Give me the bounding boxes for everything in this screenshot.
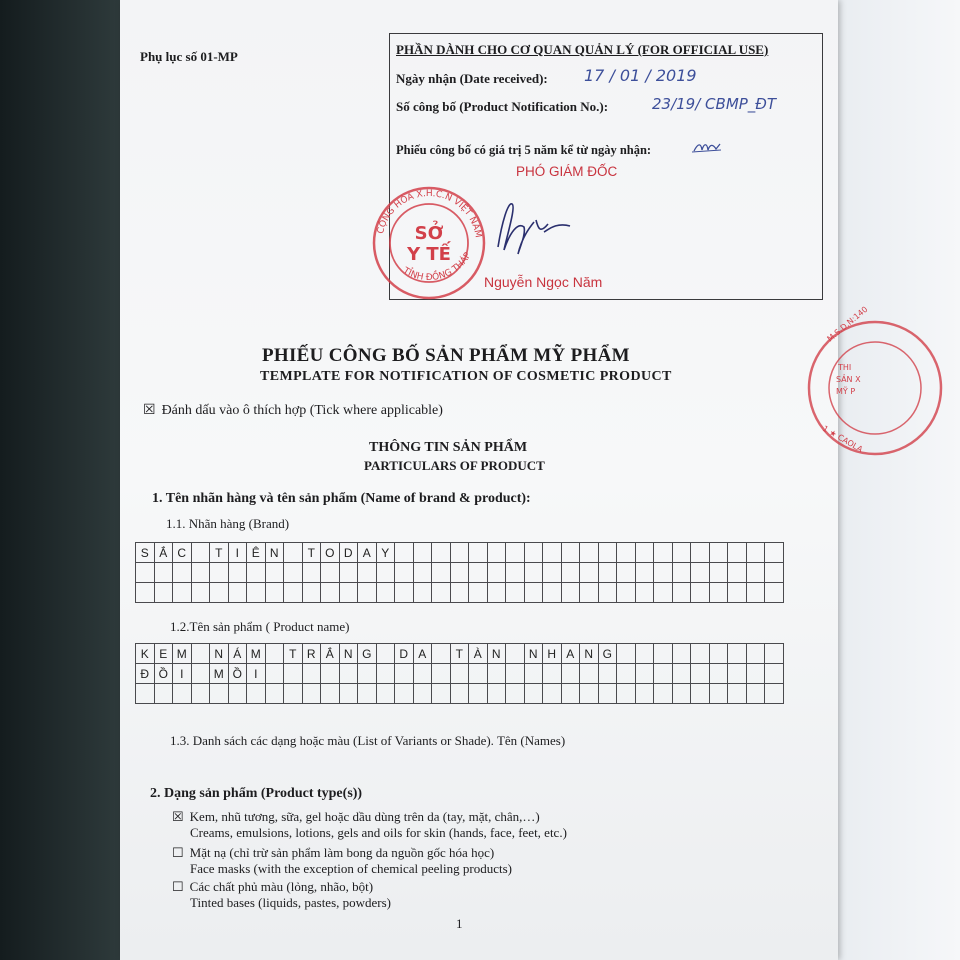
brand-grid-row-3	[136, 583, 784, 603]
grid-cell[interactable]	[709, 543, 728, 563]
grid-cell[interactable]: A	[561, 644, 580, 664]
grid-cell[interactable]	[654, 644, 673, 664]
deputy-director-title: PHÓ GIÁM ĐỐC	[516, 164, 618, 179]
product-type-1-checkbox[interactable]: ☒	[172, 809, 184, 824]
grid-cell[interactable]: N	[580, 644, 599, 664]
grid-cell[interactable]	[173, 684, 192, 704]
grid-cell[interactable]	[580, 543, 599, 563]
grid-cell[interactable]	[191, 684, 210, 704]
side-seal-line-3: SẢN X	[836, 375, 861, 384]
grid-cell[interactable]	[561, 583, 580, 603]
grid-cell[interactable]	[136, 583, 155, 603]
grid-cell[interactable]: K	[136, 644, 155, 664]
grid-cell[interactable]	[654, 543, 673, 563]
grid-cell[interactable]	[598, 543, 617, 563]
grid-cell[interactable]	[228, 583, 247, 603]
grid-cell[interactable]	[339, 664, 358, 684]
grid-cell[interactable]: Á	[228, 644, 247, 664]
grid-cell[interactable]: N	[487, 644, 506, 664]
grid-cell[interactable]	[691, 583, 710, 603]
grid-cell[interactable]	[746, 664, 765, 684]
grid-cell[interactable]: A	[358, 543, 377, 563]
grid-cell[interactable]: À	[469, 644, 488, 664]
grid-cell[interactable]	[709, 644, 728, 664]
grid-cell[interactable]	[709, 563, 728, 583]
grid-cell[interactable]	[450, 664, 469, 684]
grid-cell[interactable]	[617, 684, 636, 704]
grid-cell[interactable]	[654, 583, 673, 603]
grid-cell[interactable]	[321, 684, 340, 704]
grid-cell[interactable]	[654, 664, 673, 684]
grid-cell[interactable]	[413, 664, 432, 684]
grid-cell[interactable]	[395, 563, 414, 583]
grid-cell[interactable]	[136, 563, 155, 583]
grid-cell[interactable]: T	[450, 644, 469, 664]
grid-cell[interactable]: Ắ	[321, 644, 340, 664]
grid-cell[interactable]	[543, 664, 562, 684]
section-title-vn: THÔNG TIN SẢN PHẨM	[369, 440, 528, 455]
brand-grid	[135, 542, 784, 603]
annex-label: Phụ lục số 01-MP	[140, 49, 238, 64]
brand-grid-row-2	[136, 563, 784, 583]
product-type-option-2	[172, 845, 512, 877]
grid-cell[interactable]	[598, 664, 617, 684]
grid-cell[interactable]	[487, 543, 506, 563]
grid-cell[interactable]	[765, 664, 784, 684]
grid-cell[interactable]	[265, 684, 284, 704]
grid-cell[interactable]	[284, 684, 303, 704]
grid-cell[interactable]	[191, 543, 210, 563]
grid-cell[interactable]	[469, 583, 488, 603]
grid-cell[interactable]	[469, 684, 488, 704]
validity-initial-mark	[692, 140, 722, 150]
grid-cell[interactable]	[358, 684, 377, 704]
grid-cell[interactable]	[469, 543, 488, 563]
grid-cell[interactable]	[580, 583, 599, 603]
question-1-2: 1.2.Tên sản phẩm ( Product name)	[170, 619, 350, 634]
grid-cell[interactable]	[265, 563, 284, 583]
grid-cell[interactable]	[284, 563, 303, 583]
tick-instruction	[143, 402, 443, 419]
grid-cell[interactable]	[376, 644, 395, 664]
grid-cell[interactable]: Ê	[247, 543, 266, 563]
grid-cell[interactable]	[524, 664, 543, 684]
grid-cell[interactable]	[561, 664, 580, 684]
grid-cell[interactable]	[210, 563, 229, 583]
grid-cell[interactable]	[339, 684, 358, 704]
grid-cell[interactable]: N	[210, 644, 229, 664]
grid-cell[interactable]	[376, 664, 395, 684]
side-seal-line-1: M.S.D.N:140	[825, 304, 870, 344]
grid-cell[interactable]	[543, 684, 562, 704]
question-2: 2. Dạng sản phẩm (Product type(s))	[150, 786, 363, 801]
grid-cell[interactable]	[654, 563, 673, 583]
grid-cell[interactable]	[728, 563, 747, 583]
grid-cell[interactable]	[506, 684, 525, 704]
grid-cell[interactable]	[432, 644, 451, 664]
grid-cell[interactable]	[728, 644, 747, 664]
grid-cell[interactable]	[413, 583, 432, 603]
grid-cell[interactable]	[210, 583, 229, 603]
product-grid-row-1	[136, 644, 784, 664]
grid-cell[interactable]	[450, 543, 469, 563]
grid-cell[interactable]	[691, 664, 710, 684]
product-type-1-vn: Kem, nhũ tương, sữa, gel hoặc dầu dùng trên da (tay, mặt, chân,…)	[189, 809, 540, 824]
grid-cell[interactable]: M	[210, 664, 229, 684]
tick-instruction-checkbox: ☒	[143, 403, 156, 418]
grid-cell[interactable]: I	[247, 664, 266, 684]
product-type-2-vn: Mặt nạ (chỉ trừ sản phẩm làm bong da nguồn gốc hóa học)	[189, 845, 495, 860]
grid-cell[interactable]	[672, 583, 691, 603]
grid-cell[interactable]	[321, 563, 340, 583]
grid-cell[interactable]: S	[136, 543, 155, 563]
grid-cell[interactable]	[432, 563, 451, 583]
grid-cell[interactable]: R	[302, 644, 321, 664]
grid-cell[interactable]: T	[302, 543, 321, 563]
grid-cell[interactable]: D	[339, 543, 358, 563]
grid-cell[interactable]	[432, 543, 451, 563]
grid-cell[interactable]	[635, 583, 654, 603]
grid-cell[interactable]	[247, 583, 266, 603]
grid-cell[interactable]	[524, 543, 543, 563]
grid-cell[interactable]	[302, 684, 321, 704]
grid-cell[interactable]: G	[358, 644, 377, 664]
validity-label: Phiếu công bố có giá trị 5 năm kể từ ngày nhận:	[396, 143, 652, 157]
official-seal	[370, 184, 488, 302]
grid-cell[interactable]	[691, 644, 710, 664]
grid-cell[interactable]	[358, 583, 377, 603]
product-type-1-en: Creams, emulsions, lotions, gels and oils for skin (hands, face, feet, etc.)	[190, 825, 567, 840]
grid-cell[interactable]	[450, 583, 469, 603]
grid-cell[interactable]	[247, 684, 266, 704]
brand-grid-row-1	[136, 543, 784, 563]
grid-cell[interactable]	[321, 583, 340, 603]
question-1-3: 1.3. Danh sách các dạng hoặc màu (List of Variants or Shade). Tên (Names)	[170, 733, 566, 748]
grid-cell[interactable]	[580, 684, 599, 704]
grid-cell[interactable]	[265, 644, 284, 664]
grid-cell[interactable]	[746, 644, 765, 664]
signature	[478, 192, 578, 267]
grid-cell[interactable]	[487, 563, 506, 583]
grid-cell[interactable]	[746, 563, 765, 583]
grid-cell[interactable]	[635, 543, 654, 563]
grid-cell[interactable]: Ắ	[154, 543, 173, 563]
grid-cell[interactable]	[173, 563, 192, 583]
question-1: 1. Tên nhãn hàng và tên sản phẩm (Name of brand & product):	[152, 491, 531, 506]
grid-cell[interactable]	[339, 563, 358, 583]
page-number: 1	[456, 916, 463, 931]
grid-cell[interactable]	[395, 684, 414, 704]
grid-cell[interactable]	[691, 543, 710, 563]
grid-cell[interactable]: T	[210, 543, 229, 563]
grid-cell[interactable]	[580, 664, 599, 684]
grid-cell[interactable]	[598, 583, 617, 603]
grid-cell[interactable]	[524, 583, 543, 603]
grid-cell[interactable]	[672, 644, 691, 664]
grid-cell[interactable]: Đ	[136, 664, 155, 684]
grid-cell[interactable]	[617, 563, 636, 583]
signer-name: Nguyễn Ngọc Năm	[484, 274, 603, 290]
grid-cell[interactable]: O	[321, 543, 340, 563]
grid-cell[interactable]: A	[413, 644, 432, 664]
grid-cell[interactable]: Y	[376, 543, 395, 563]
grid-cell[interactable]	[709, 664, 728, 684]
grid-cell[interactable]	[413, 563, 432, 583]
grid-cell[interactable]	[728, 583, 747, 603]
side-seal-line-5: 1 ★ CAOLA	[821, 423, 865, 455]
grid-cell[interactable]	[432, 583, 451, 603]
grid-cell[interactable]	[173, 583, 192, 603]
grid-cell[interactable]	[210, 684, 229, 704]
grid-cell[interactable]	[154, 583, 173, 603]
grid-cell[interactable]	[506, 583, 525, 603]
grid-cell[interactable]	[228, 563, 247, 583]
grid-cell[interactable]	[543, 563, 562, 583]
grid-cell[interactable]: Ồ	[154, 664, 173, 684]
grid-cell[interactable]: M	[247, 644, 266, 664]
section-title-en: PARTICULARS OF PRODUCT	[364, 458, 545, 473]
grid-cell[interactable]	[284, 583, 303, 603]
grid-cell[interactable]	[598, 563, 617, 583]
grid-cell[interactable]	[191, 644, 210, 664]
grid-cell[interactable]	[654, 684, 673, 704]
grid-cell[interactable]: D	[395, 644, 414, 664]
grid-cell[interactable]	[228, 684, 247, 704]
grid-cell[interactable]: C	[173, 543, 192, 563]
grid-cell[interactable]	[358, 664, 377, 684]
grid-cell[interactable]	[746, 543, 765, 563]
grid-cell[interactable]	[432, 664, 451, 684]
grid-cell[interactable]	[395, 543, 414, 563]
grid-cell[interactable]	[672, 684, 691, 704]
desk-background	[0, 0, 120, 960]
grid-cell[interactable]	[672, 664, 691, 684]
grid-cell[interactable]	[506, 644, 525, 664]
grid-cell[interactable]	[395, 583, 414, 603]
question-1-1: 1.1. Nhãn hàng (Brand)	[166, 516, 290, 531]
seal-ring-text: CỘNG HÒA X.H.C.N VIỆT NAM	[375, 188, 483, 239]
grid-cell[interactable]	[617, 644, 636, 664]
grid-cell[interactable]	[506, 563, 525, 583]
seal-ring-bottom-text: TỈNH ĐỒNG THÁP	[401, 251, 474, 284]
grid-cell[interactable]	[450, 563, 469, 583]
grid-cell[interactable]	[191, 664, 210, 684]
product-grid	[135, 643, 784, 704]
grid-cell[interactable]	[284, 664, 303, 684]
grid-cell[interactable]	[506, 543, 525, 563]
grid-cell[interactable]: T	[284, 644, 303, 664]
grid-cell[interactable]	[191, 563, 210, 583]
product-type-2-checkbox[interactable]: ☐	[172, 845, 184, 860]
grid-cell[interactable]	[765, 543, 784, 563]
grid-cell[interactable]	[561, 543, 580, 563]
grid-cell[interactable]: I	[228, 543, 247, 563]
seal-text-bottom: Y TẾ	[407, 244, 451, 265]
side-seal-line-4: MỸ P	[836, 387, 856, 396]
grid-cell[interactable]	[672, 563, 691, 583]
grid-cell[interactable]: N	[524, 644, 543, 664]
side-company-seal	[800, 304, 870, 458]
grid-cell[interactable]	[302, 664, 321, 684]
grid-cell[interactable]: N	[339, 644, 358, 664]
product-grid-row-2	[136, 664, 784, 684]
grid-cell[interactable]	[136, 684, 155, 704]
notification-number-value: 23/19/ CBMP_ĐT	[652, 95, 777, 113]
grid-cell[interactable]	[154, 563, 173, 583]
grid-cell[interactable]	[635, 684, 654, 704]
grid-cell[interactable]	[635, 664, 654, 684]
grid-cell[interactable]	[672, 543, 691, 563]
grid-cell[interactable]	[302, 583, 321, 603]
grid-cell[interactable]	[302, 563, 321, 583]
product-type-3-en: Tinted bases (liquids, pastes, powders)	[190, 895, 392, 910]
grid-cell[interactable]	[561, 563, 580, 583]
grid-cell[interactable]	[543, 583, 562, 603]
desk-background-right	[838, 0, 960, 960]
grid-cell[interactable]	[524, 684, 543, 704]
grid-cell[interactable]	[617, 583, 636, 603]
grid-cell[interactable]	[265, 664, 284, 684]
grid-cell[interactable]	[765, 583, 784, 603]
grid-cell[interactable]	[487, 664, 506, 684]
product-type-3-checkbox[interactable]: ☐	[172, 879, 184, 894]
grid-cell[interactable]	[728, 664, 747, 684]
grid-cell[interactable]	[691, 684, 710, 704]
document-title-en: TEMPLATE FOR NOTIFICATION OF COSMETIC PRODUCT	[260, 369, 672, 384]
grid-cell[interactable]	[691, 563, 710, 583]
grid-cell[interactable]	[247, 563, 266, 583]
grid-cell[interactable]: G	[598, 644, 617, 664]
date-received-label: Ngày nhận (Date received):	[396, 71, 548, 86]
grid-cell[interactable]	[635, 644, 654, 664]
product-type-option-1	[172, 809, 567, 841]
product-type-3-vn: Các chất phủ màu (lỏng, nhão, bột)	[189, 879, 374, 894]
grid-cell[interactable]: I	[173, 664, 192, 684]
grid-cell[interactable]	[746, 684, 765, 704]
product-type-option-3	[172, 879, 391, 911]
product-grid-row-3	[136, 684, 784, 704]
grid-cell[interactable]	[487, 684, 506, 704]
grid-cell[interactable]	[358, 563, 377, 583]
side-seal-line-2: THI	[838, 363, 852, 372]
grid-cell[interactable]	[469, 664, 488, 684]
grid-cell[interactable]	[376, 684, 395, 704]
grid-cell[interactable]	[191, 583, 210, 603]
grid-cell[interactable]	[395, 664, 414, 684]
grid-cell[interactable]: M	[173, 644, 192, 664]
grid-cell[interactable]	[580, 563, 599, 583]
grid-cell[interactable]	[339, 583, 358, 603]
grid-cell[interactable]	[432, 684, 451, 704]
document-title-vn: PHIẾU CÔNG BỐ SẢN PHẨM MỸ PHẨM	[262, 345, 630, 366]
grid-cell[interactable]	[765, 684, 784, 704]
date-received-value: 17 / 01 / 2019	[584, 66, 697, 85]
grid-cell[interactable]	[728, 543, 747, 563]
grid-cell[interactable]	[543, 543, 562, 563]
grid-cell[interactable]	[524, 563, 543, 583]
grid-cell[interactable]	[154, 684, 173, 704]
grid-cell[interactable]	[709, 583, 728, 603]
grid-cell[interactable]	[598, 684, 617, 704]
grid-cell[interactable]	[450, 684, 469, 704]
grid-cell[interactable]	[413, 684, 432, 704]
grid-cell[interactable]	[617, 543, 636, 563]
grid-cell[interactable]	[321, 664, 340, 684]
grid-cell[interactable]	[765, 644, 784, 664]
grid-cell[interactable]	[765, 563, 784, 583]
grid-cell[interactable]	[487, 583, 506, 603]
grid-cell[interactable]	[709, 684, 728, 704]
grid-cell[interactable]: H	[543, 644, 562, 664]
grid-cell[interactable]	[746, 583, 765, 603]
grid-cell[interactable]	[413, 543, 432, 563]
grid-cell[interactable]	[376, 563, 395, 583]
grid-cell[interactable]	[635, 563, 654, 583]
grid-cell[interactable]	[376, 583, 395, 603]
grid-cell[interactable]: Ồ	[228, 664, 247, 684]
product-type-2-en: Face masks (with the exception of chemical peeling products)	[190, 861, 513, 876]
grid-cell[interactable]	[617, 664, 636, 684]
seal-text-top: SỞ	[414, 223, 444, 244]
grid-cell[interactable]	[469, 563, 488, 583]
grid-cell[interactable]	[561, 684, 580, 704]
grid-cell[interactable]	[265, 583, 284, 603]
grid-cell[interactable]	[284, 543, 303, 563]
grid-cell[interactable]	[728, 684, 747, 704]
grid-cell[interactable]: N	[265, 543, 284, 563]
tick-instruction-text: Đánh dấu vào ô thích hợp (Tick where applicable)	[161, 403, 443, 418]
grid-cell[interactable]	[506, 664, 525, 684]
grid-cell[interactable]: E	[154, 644, 173, 664]
official-header: PHẦN DÀNH CHO CƠ QUAN QUẢN LÝ (FOR OFFICIAL USE)	[396, 42, 769, 57]
notification-number-label: Số công bố (Product Notification No.):	[396, 99, 609, 114]
